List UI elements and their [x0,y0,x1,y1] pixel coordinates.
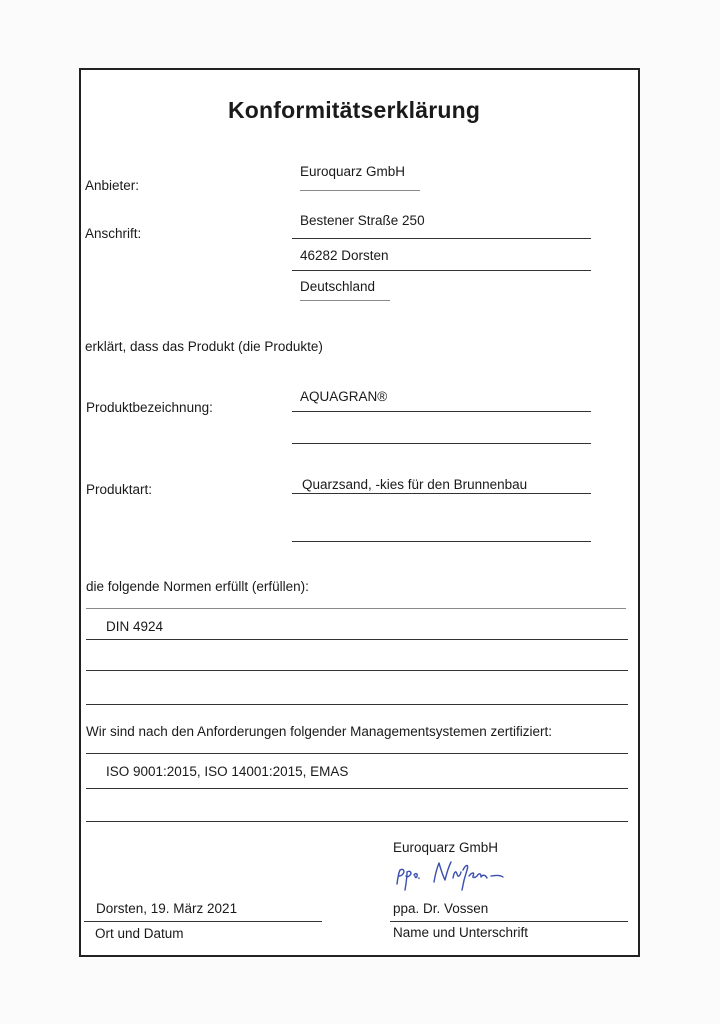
place-date-line [84,921,322,922]
product-type-label: Produktart: [86,482,153,497]
certification-value: ISO 9001:2015, ISO 14001:2015, EMAS [106,764,349,779]
provider-underline [300,190,420,191]
footer-company: Euroquarz GmbH [393,840,499,855]
signature-image [393,858,513,892]
product-name-underline [292,411,591,412]
norms-value: DIN 4924 [106,619,164,634]
certification-line-2 [86,788,628,789]
document-frame [79,68,640,957]
norms-line-top [86,608,626,609]
address-city-underline [292,270,591,271]
signature-label: Name und Unterschrift [393,925,529,940]
declaration-text: erklärt, dass das Produkt (die Produkte) [85,339,323,354]
signature-line [390,921,628,922]
address-street: Bestener Straße 250 [300,213,425,228]
address-country: Deutschland [300,279,376,294]
certification-line-3 [86,821,628,822]
place-date: Dorsten, 19. März 2021 [96,901,238,916]
place-date-label: Ort und Datum [95,926,184,941]
address-city: 46282 Dorsten [300,248,389,263]
address-label: Anschrift: [85,226,142,241]
norms-line-1 [86,639,628,640]
document-title: Konformitätserklärung [228,97,481,123]
norms-line-2 [86,670,628,671]
signer-name: ppa. Dr. Vossen [393,901,489,916]
provider-label: Anbieter: [85,178,140,193]
product-name-label: Produktbezeichnung: [86,400,213,415]
norms-heading: die folgende Normen erfüllt (erfüllen): [86,579,309,594]
norms-line-3 [86,704,628,705]
address-country-underline [300,300,390,301]
certification-heading: Wir sind nach den Anforderungen folgender Managementsystemen zertifiziert: [86,724,553,739]
product-type-underline [292,493,591,494]
product-name-underline-2 [292,443,591,444]
provider-name: Euroquarz GmbH [300,164,406,179]
certification-line-1 [86,753,628,754]
product-type-underline-2 [292,541,591,542]
product-name-value: AQUAGRAN® [300,389,388,404]
product-type-value: Quarzsand, -kies für den Brunnenbau [302,477,528,492]
address-street-underline [292,238,591,239]
